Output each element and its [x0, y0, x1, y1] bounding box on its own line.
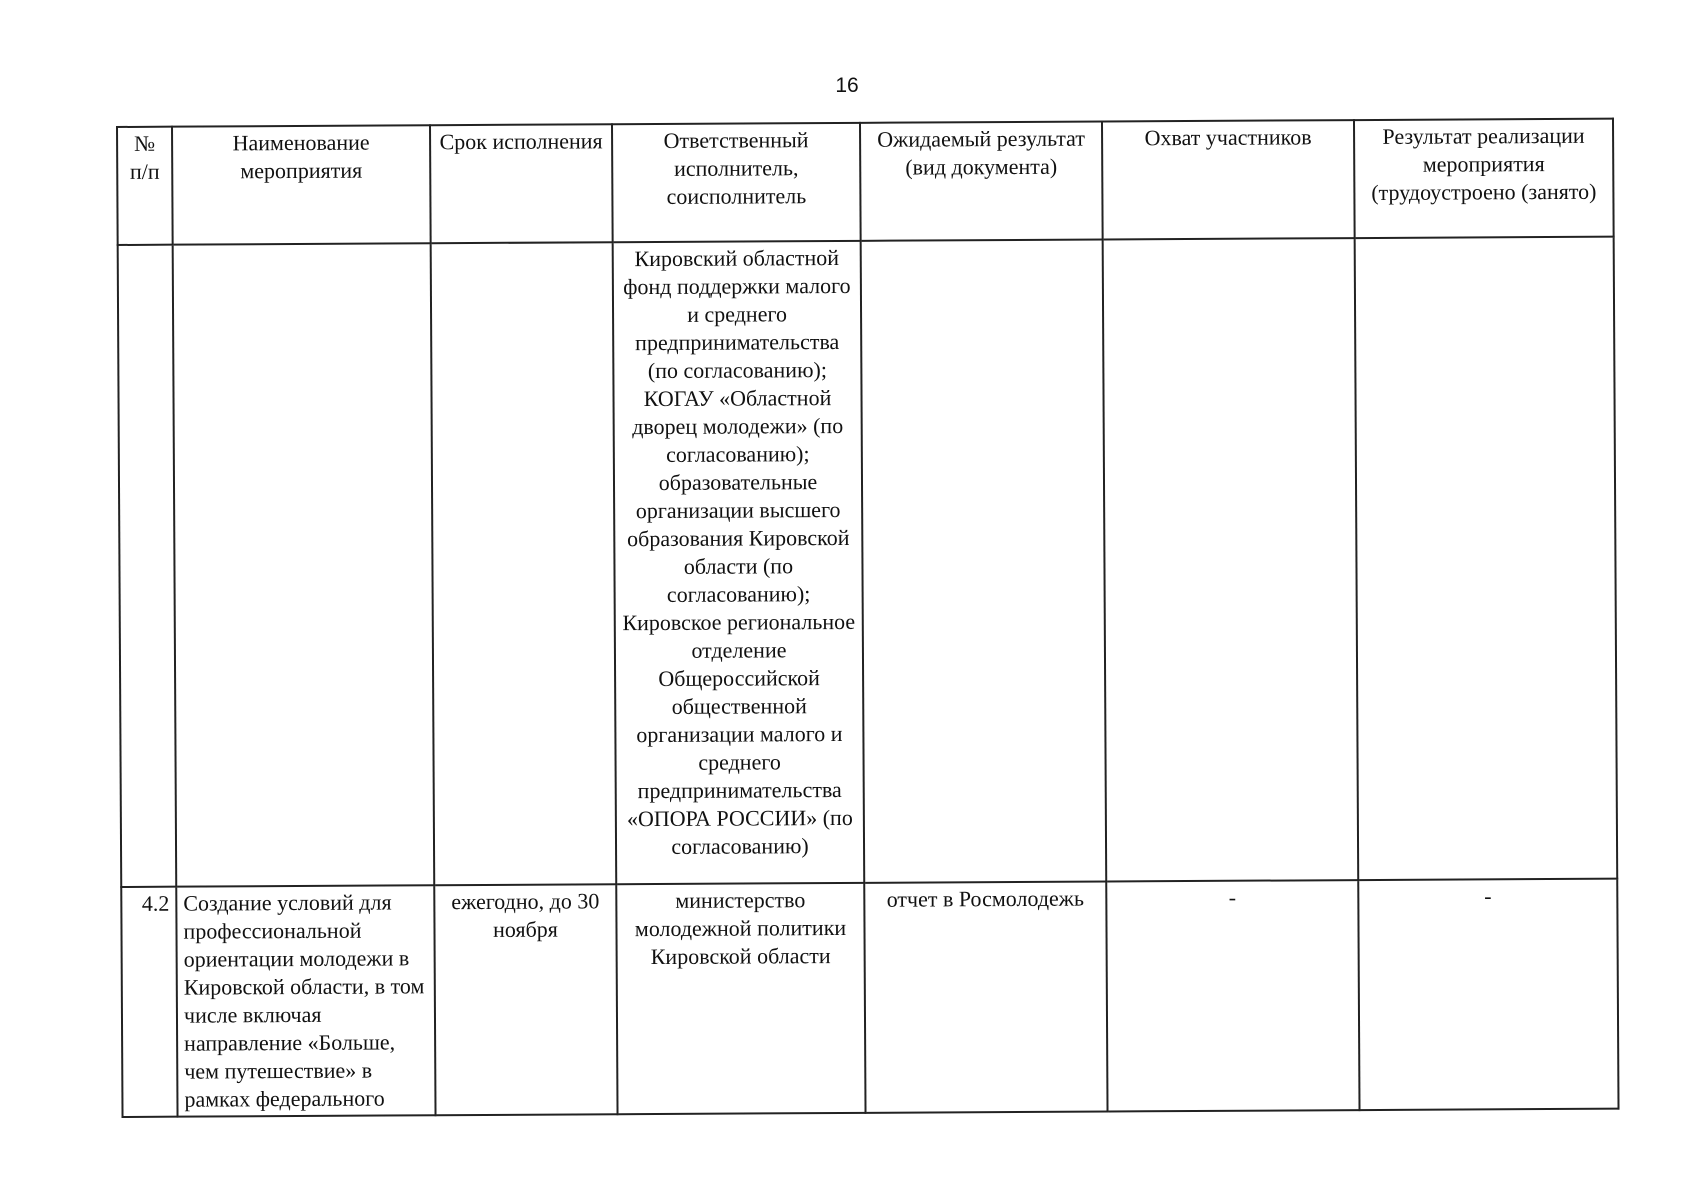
cell-activity-name [173, 243, 435, 886]
page-number: 16 [835, 74, 859, 97]
cell-coverage: - [1106, 880, 1359, 1111]
header-deadline: Срок исполнения [430, 124, 613, 243]
activities-table [116, 118, 1620, 1118]
table-row [121, 879, 1618, 1117]
header-number: № п/п [117, 127, 173, 245]
cell-responsible: Кировский областной фонд поддержки малого и среднего предпринимательства (по согласованию); КОГАУ «Областной дворец молодежи» (по согласованию); образовательные организации высшего образования Кировской области (по согласованию); Кировское региональное отделение Общероссийской общественной организации малого и среднего предпринимательства «ОПОРА РОССИИ» (по согласованию) [613, 241, 865, 884]
cell-deadline [431, 242, 617, 885]
cell-responsible: министерство молодежной политики Кировской области [616, 883, 865, 1114]
header-responsible: Ответственный исполнитель, соисполнитель [612, 123, 861, 242]
header-outcome: Результат реализации мероприятия (трудоустроено (занято) [1354, 119, 1614, 238]
cell-outcome [1355, 237, 1618, 880]
header-expected-result: Ожидаемый результат (вид документа) [860, 121, 1103, 240]
cell-expected-result [861, 239, 1107, 882]
header-activity-name: Наименование мероприятия [172, 125, 431, 244]
cell-number [118, 245, 177, 887]
cell-activity-name: Создание условий для профессиональной ориентации молодежи в Кировской области, в том числе включая направление «Больше, чем путешествие» в рамках федерального [176, 885, 435, 1116]
table-row [118, 237, 1618, 887]
table-header-row [117, 119, 1614, 245]
header-coverage: Охват участников [1102, 120, 1355, 239]
cell-deadline: ежегодно, до 30 ноября [434, 884, 617, 1115]
cell-outcome: - [1358, 879, 1618, 1110]
cell-expected-result: отчет в Росмолодежь [864, 881, 1107, 1112]
cell-coverage [1103, 238, 1359, 881]
cell-number: 4.2 [121, 887, 177, 1117]
